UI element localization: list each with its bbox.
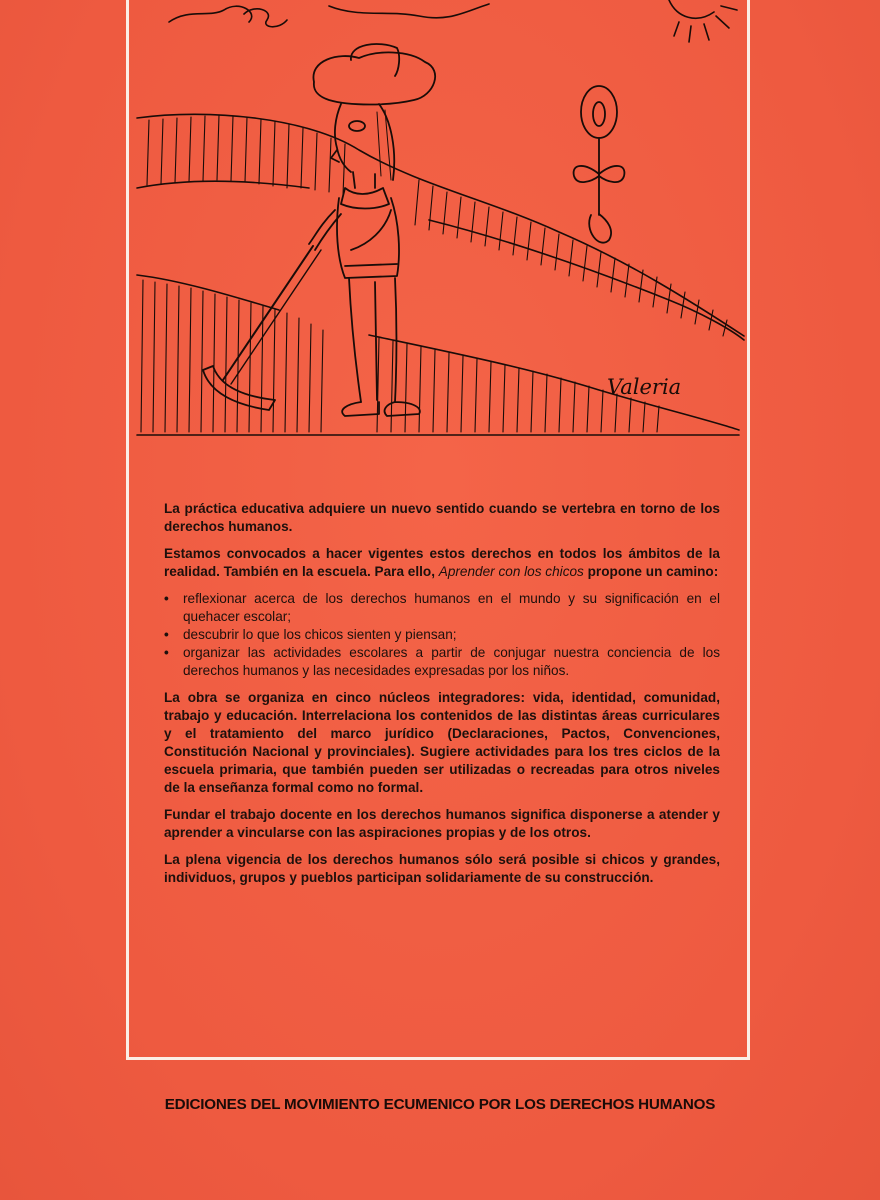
- paragraph-4: Fundar el trabajo docente en los derechos humanos significa disponerse a atender y aprender a vincularse con las aspiraciones propias y de los otros.: [164, 807, 720, 840]
- paragraph-2-lead: Estamos convocados a hacer vigentes estos derechos en todos los ámbitos de la realidad. También en la escuela. Para ello,: [164, 546, 720, 579]
- cloud-right: [329, 4, 489, 18]
- paragraph-3: La obra se organiza en cinco núcleos integradores: vida, identidad, comunidad, trabajo y educación. Interrelaciona los contenidos de las distintas áreas curriculares y el tratamiento del marco jurídico (Declaraciones, Pactos, Convenciones, Constitución Nacional y provinciales). Sugiere actividades para los tres ciclos de la escuela primaria, que también pueden ser utilizadas o recreadas para otros niveles de la enseñanza formal como no formal.: [164, 690, 720, 795]
- grass-hatching-lower: [141, 280, 659, 432]
- paragraph-2: [164, 545, 720, 581]
- list-item-text: organizar las actividades escolares a partir de conjugar nuestra conciencia de los derechos humanos y las necesidades expresadas por los niños.: [183, 645, 720, 678]
- bullet-list: [164, 590, 720, 680]
- list-item: [164, 626, 720, 644]
- flower: [574, 86, 625, 243]
- publisher-footer: EDICIONES DEL MOVIMIENTO ECUMENICO POR LOS DERECHOS HUMANOS: [164, 1096, 716, 1113]
- hill-lower-top: [137, 275, 279, 310]
- list-item: [164, 644, 720, 680]
- child-drawing-illustration: [129, 0, 747, 450]
- list-item-text: reflexionar acerca de los derechos humanos en el mundo y su significación en el quehacer escolar;: [183, 591, 720, 624]
- list-item-text: descubrir lo que los chicos sienten y piensan;: [183, 627, 457, 642]
- paragraph-2-tail: propone un camino:: [583, 564, 719, 579]
- paragraph-1: La práctica educativa adquiere un nuevo sentido cuando se vertebra en torno de los derechos humanos.: [164, 501, 720, 534]
- grass-hatching-upper: [147, 115, 727, 336]
- hill-upper-top: [137, 114, 744, 336]
- artist-signature: Valeria: [607, 375, 682, 399]
- list-item: [164, 590, 720, 626]
- bullet-icon: •: [164, 645, 169, 660]
- description-text: [164, 500, 720, 896]
- hill-upper-bottom: [137, 181, 309, 188]
- cloud-left: [169, 6, 252, 22]
- bullet-icon: •: [164, 591, 169, 606]
- drawing-svg: [129, 0, 747, 450]
- book-title: Aprender con los chicos: [438, 564, 584, 579]
- bullet-icon: •: [164, 627, 169, 642]
- paragraph-5: La plena vigencia de los derechos humanos sólo será posible si chicos y grandes, individuos, grupos y pueblos participan solidariamente de su construcción.: [164, 852, 720, 885]
- sun: [669, 0, 714, 18]
